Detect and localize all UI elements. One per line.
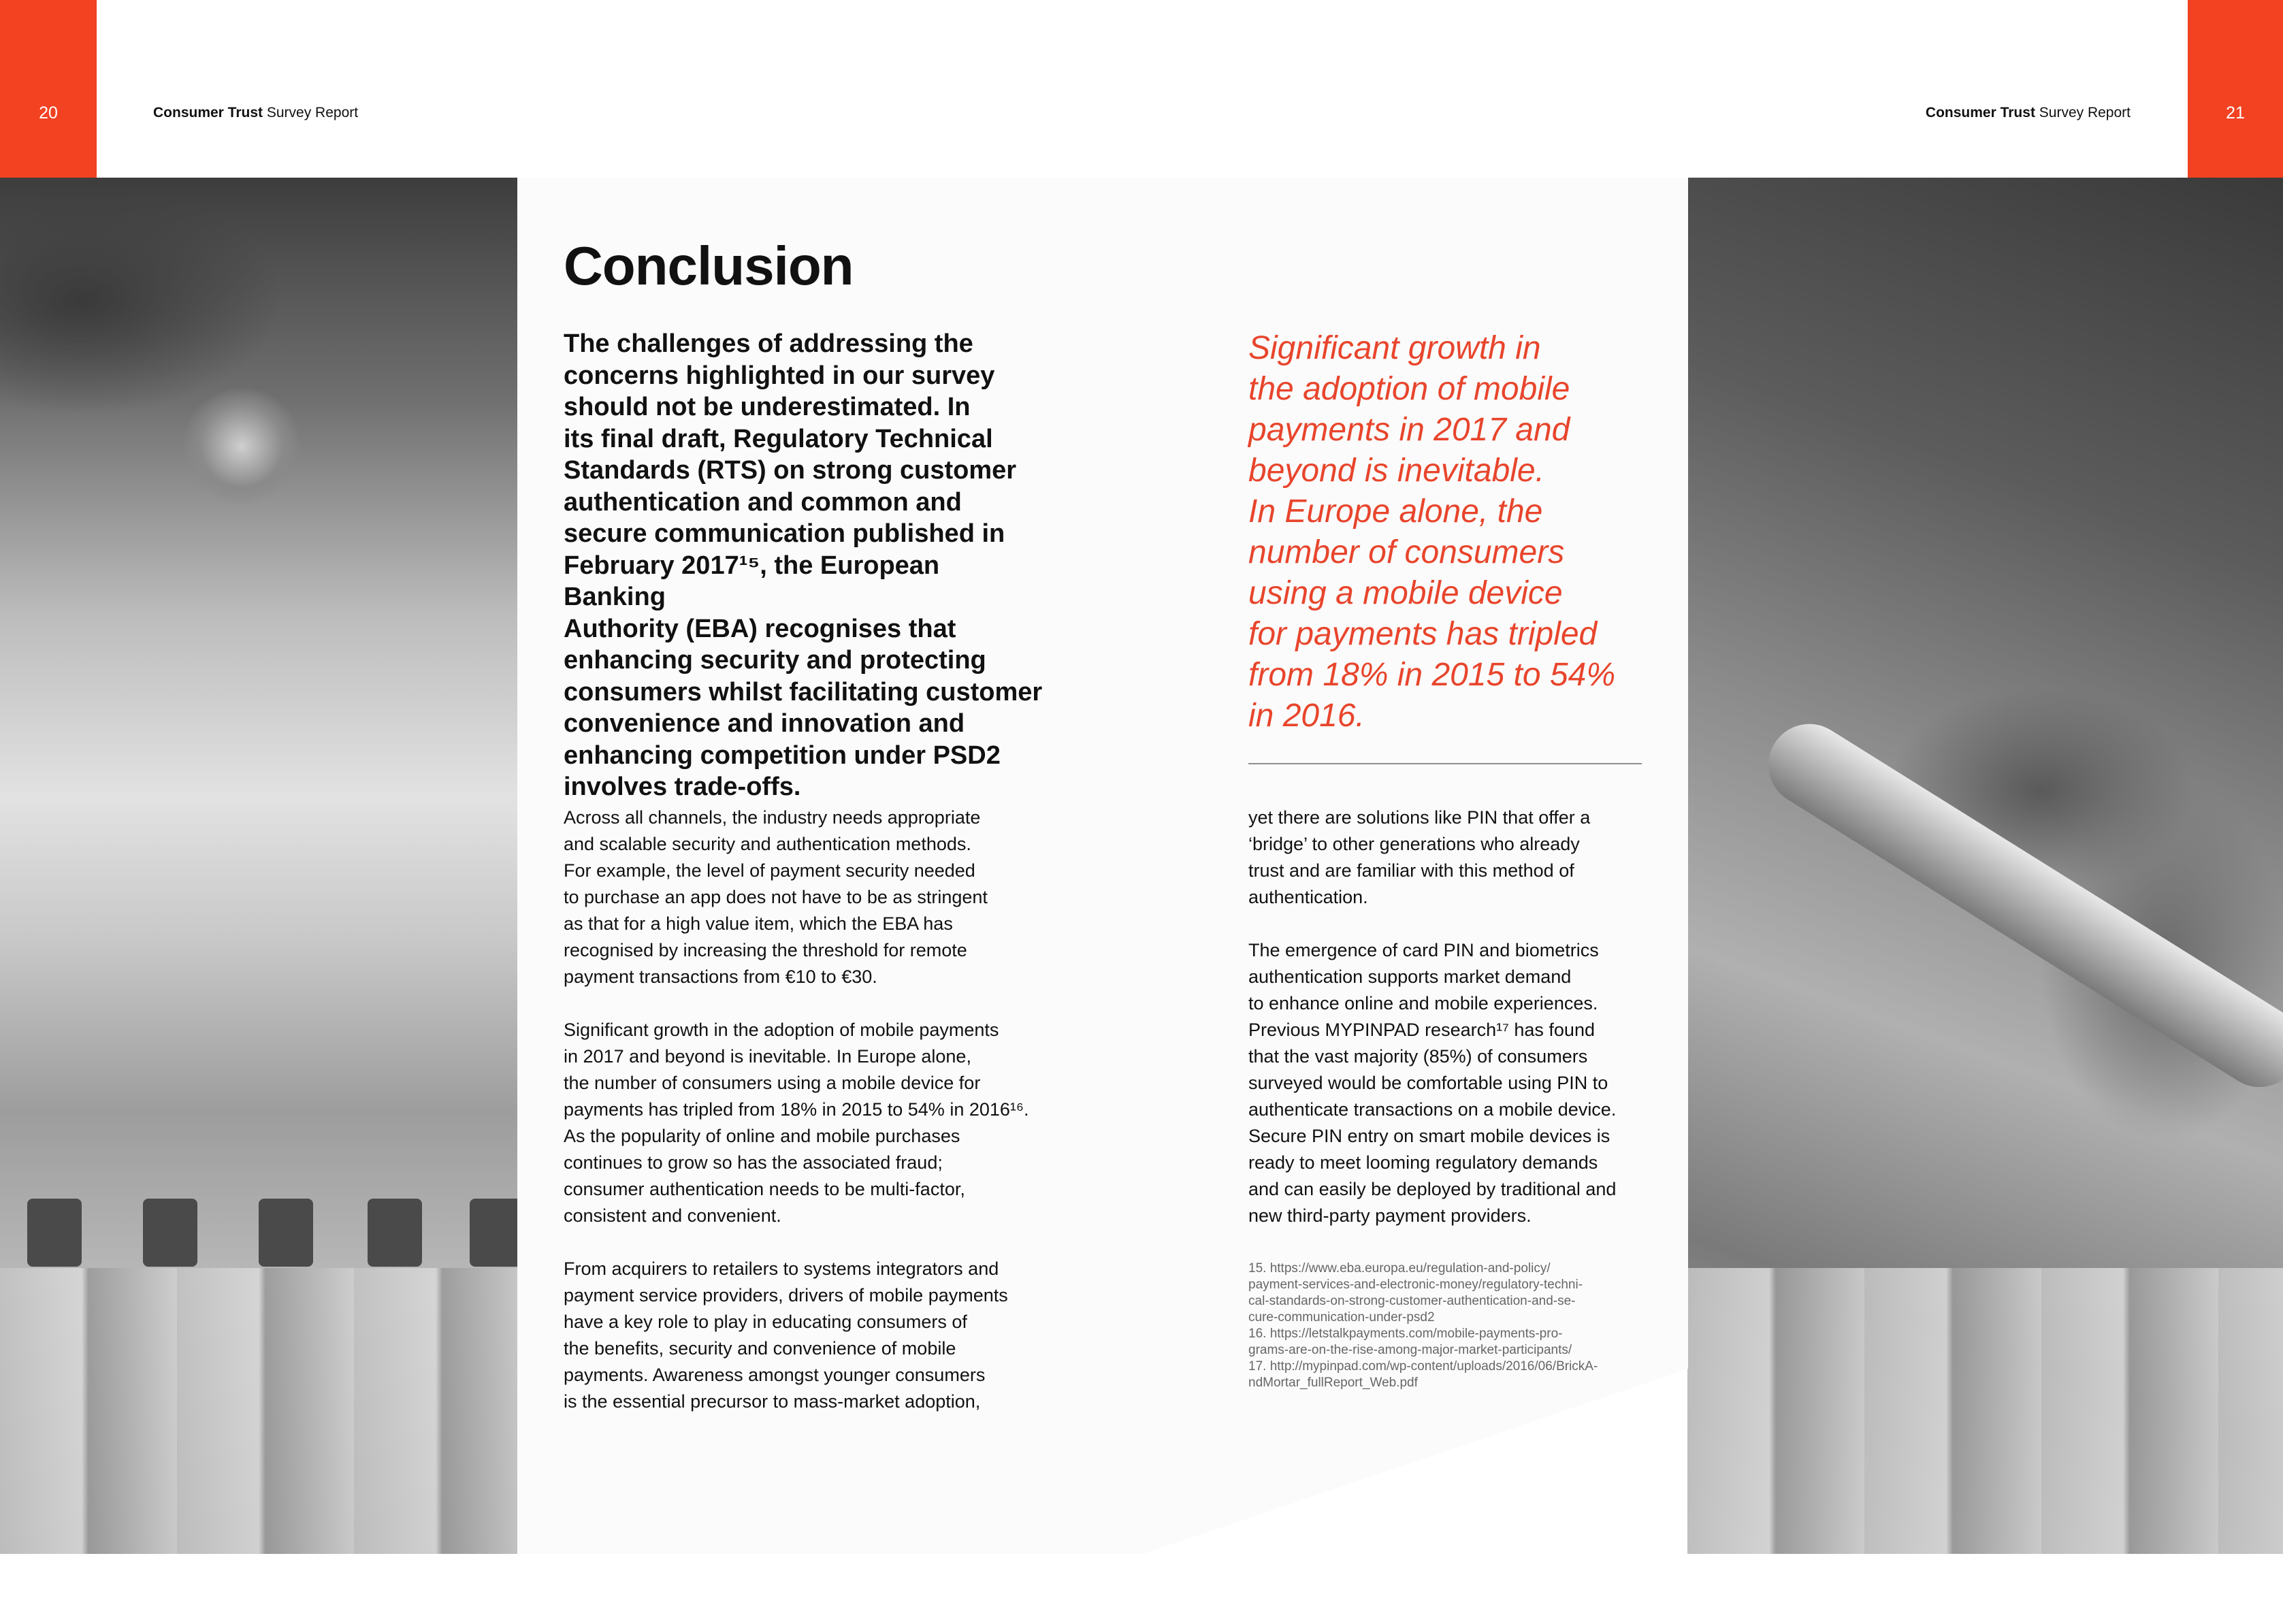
body-paragraph: From acquirers to retailers to systems integrators and payment service providers, drivers of mobile payments have a key role to play in educating consumers of the benefits, security and convenience of mobile payments. Awareness amongst younger consumers is the essential precursor to mass-market adoption,	[564, 1258, 1008, 1412]
page-title: Conclusion	[564, 236, 854, 296]
divider	[1248, 763, 1642, 764]
left-body-column	[564, 805, 1054, 1442]
wooden-table-image-right	[1687, 1268, 2283, 1554]
left-running-head	[153, 105, 358, 121]
left-background-photo	[0, 178, 517, 1554]
footnotes: 15. https://www.eba.europa.eu/regulation-and-policy/ payment-services-and-electronic-money/regulatory-techni- cal-standards-on-strong-customer-authentication-and-se- cure-communication-under-psd2 16. https://letstalkpayments.com/mobile-payments-pro- grams-are-on-the-rise-among-major-market-participants/ 17. http://mypinpad.com/wp-content/uploads/2016/06/BrickA- ndMortar_fullReport_Web.pdf	[1248, 1261, 1598, 1390]
intro-paragraph: The challenges of addressing the concerns highlighted in our survey should not be underestimated. In its final draft, Regulatory Technical Standards (RTS) on strong customer authentication and common and secure communication published in February 2017¹⁵, the European Banking Authority (EBA) recognises that enhancing security and protecting consumers whilst facilitating customer convenience and innovation and enhancing competition under PSD2 involves trade-offs.	[564, 329, 1043, 801]
report-title-bold-right: Consumer Trust	[1925, 105, 2035, 120]
right-page-number-text: 21	[2226, 103, 2245, 123]
left-page-number-text: 20	[39, 103, 58, 123]
report-title-rest: Survey Report	[263, 105, 359, 120]
left-page-number	[0, 0, 97, 178]
smartphone-hand-image	[1753, 709, 2283, 1103]
body-paragraph: The emergence of card PIN and biometrics authentication supports market demand to enhance online and mobile experiences. Previous MYPINPAD research¹⁷ has found that the vast majority (85%) of consumers surveyed would be comfortable using PIN to authenticate transactions on a mobile device. Secure PIN entry on smart mobile devices is ready to meet looming regulatory demands and can easily be deployed by traditional and new third-party payment providers.	[1248, 940, 1617, 1226]
report-title-bold: Consumer Trust	[153, 105, 263, 120]
pull-quote: Significant growth in the adoption of mobile payments in 2017 and beyond is inevitable. In Europe alone, the number of consumers using a mobile device for payments has tripled from 18% in 2015 to 54% in 2016.	[1248, 330, 1615, 734]
right-running-head	[1926, 105, 2131, 121]
right-page-number	[2188, 0, 2283, 178]
body-paragraph: Across all channels, the industry needs appropriate and scalable security and authentication methods. For example, the level of payment security needed to purchase an app does not have to be as stringent as that for a high value item, which the EBA has recognised by increasing the threshold for remote payment transactions from €10 to €30.	[564, 807, 988, 987]
body-paragraph: Significant growth in the adoption of mobile payments in 2017 and beyond is inevitable. In Europe alone, the number of consumers using a mobile device for payments has tripled from 18% in 2015 to 54% in 2016¹⁶. As the popularity of online and mobile purchases continues to grow so has the associated fraud; consumer authentication needs to be multi-factor, consistent and convenient.	[564, 1020, 1029, 1226]
report-title-rest-right: Survey Report	[2035, 105, 2131, 120]
body-paragraph: yet there are solutions like PIN that offer a ‘bridge’ to other generations who already trust and are familiar with this method of authentication.	[1248, 807, 1591, 907]
right-body-column	[1248, 805, 1670, 1256]
wooden-table-image	[0, 1268, 517, 1554]
right-background-photo	[1687, 178, 2283, 1554]
